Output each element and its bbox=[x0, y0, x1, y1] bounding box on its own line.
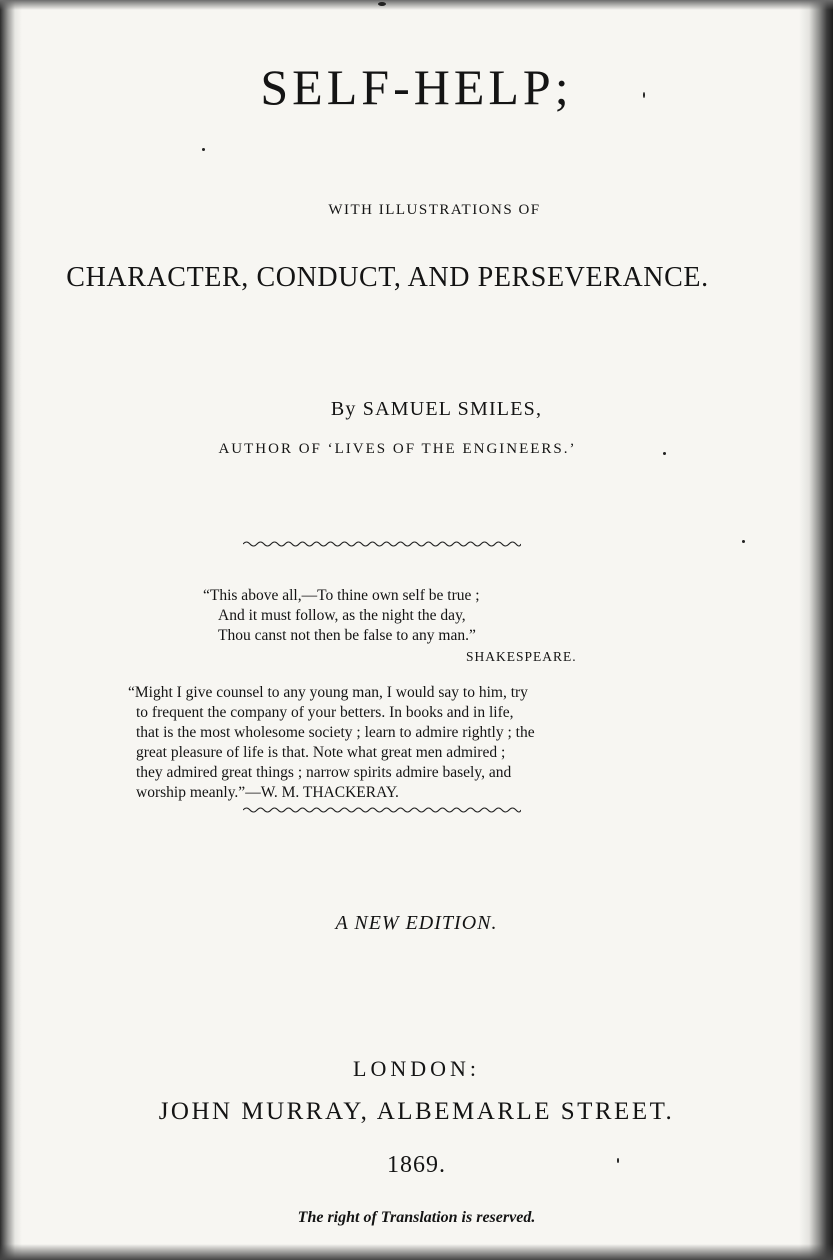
scan-edge-bottom bbox=[0, 1244, 833, 1260]
publication-year: 1869. bbox=[387, 1152, 446, 1178]
rights-notice: The right of Translation is reserved. bbox=[297, 1209, 536, 1226]
subtitle-small: WITH ILLUSTRATIONS OF bbox=[328, 202, 541, 218]
publication-city: LONDON: bbox=[353, 1056, 480, 1081]
ornamental-rule-bottom bbox=[243, 806, 521, 814]
publisher: JOHN MURRAY, ALBEMARLE STREET. bbox=[158, 1098, 675, 1125]
scan-edge-top bbox=[0, 0, 833, 10]
ink-speck bbox=[202, 148, 205, 151]
ink-speck bbox=[663, 452, 666, 455]
epigraph-2-line: worship meanly.”—W. M. THACKERAY. bbox=[136, 783, 399, 801]
ink-speck bbox=[378, 2, 386, 6]
epigraph-2-line: “Might I give counsel to any young man, I would say to him, try bbox=[128, 683, 528, 701]
epigraph-1-line: Thou canst not then be false to any man.” bbox=[218, 626, 476, 644]
author-byline: By SAMUEL SMILES, bbox=[330, 398, 543, 420]
ink-speck bbox=[742, 540, 745, 543]
edition-note: A NEW EDITION. bbox=[335, 912, 498, 934]
epigraph-2-line: great pleasure of life is that. Note what great men admired ; bbox=[136, 743, 506, 761]
epigraph-1-line: “This above all,—To thine own self be true ; bbox=[203, 586, 480, 604]
author-credentials: AUTHOR OF ‘LIVES OF THE ENGINEERS.’ bbox=[218, 441, 577, 457]
ink-speck bbox=[643, 92, 645, 98]
epigraph-2-line: to frequent the company of your betters. In books and in life, bbox=[136, 703, 514, 721]
ink-speck bbox=[617, 1158, 619, 1163]
book-title: SELF-HELP; bbox=[260, 59, 573, 115]
subtitle-large: CHARACTER, CONDUCT, AND PERSEVERANCE. bbox=[66, 262, 709, 293]
ornamental-rule-top bbox=[243, 540, 521, 548]
epigraph-1-attribution: SHAKESPEARE. bbox=[466, 648, 577, 664]
epigraph-2-line: that is the most wholesome society ; learn to admire rightly ; the bbox=[136, 723, 535, 741]
epigraph-2-line: they admired great things ; narrow spirits admire basely, and bbox=[136, 763, 512, 781]
epigraph-1-line: And it must follow, as the night the day, bbox=[218, 606, 466, 624]
